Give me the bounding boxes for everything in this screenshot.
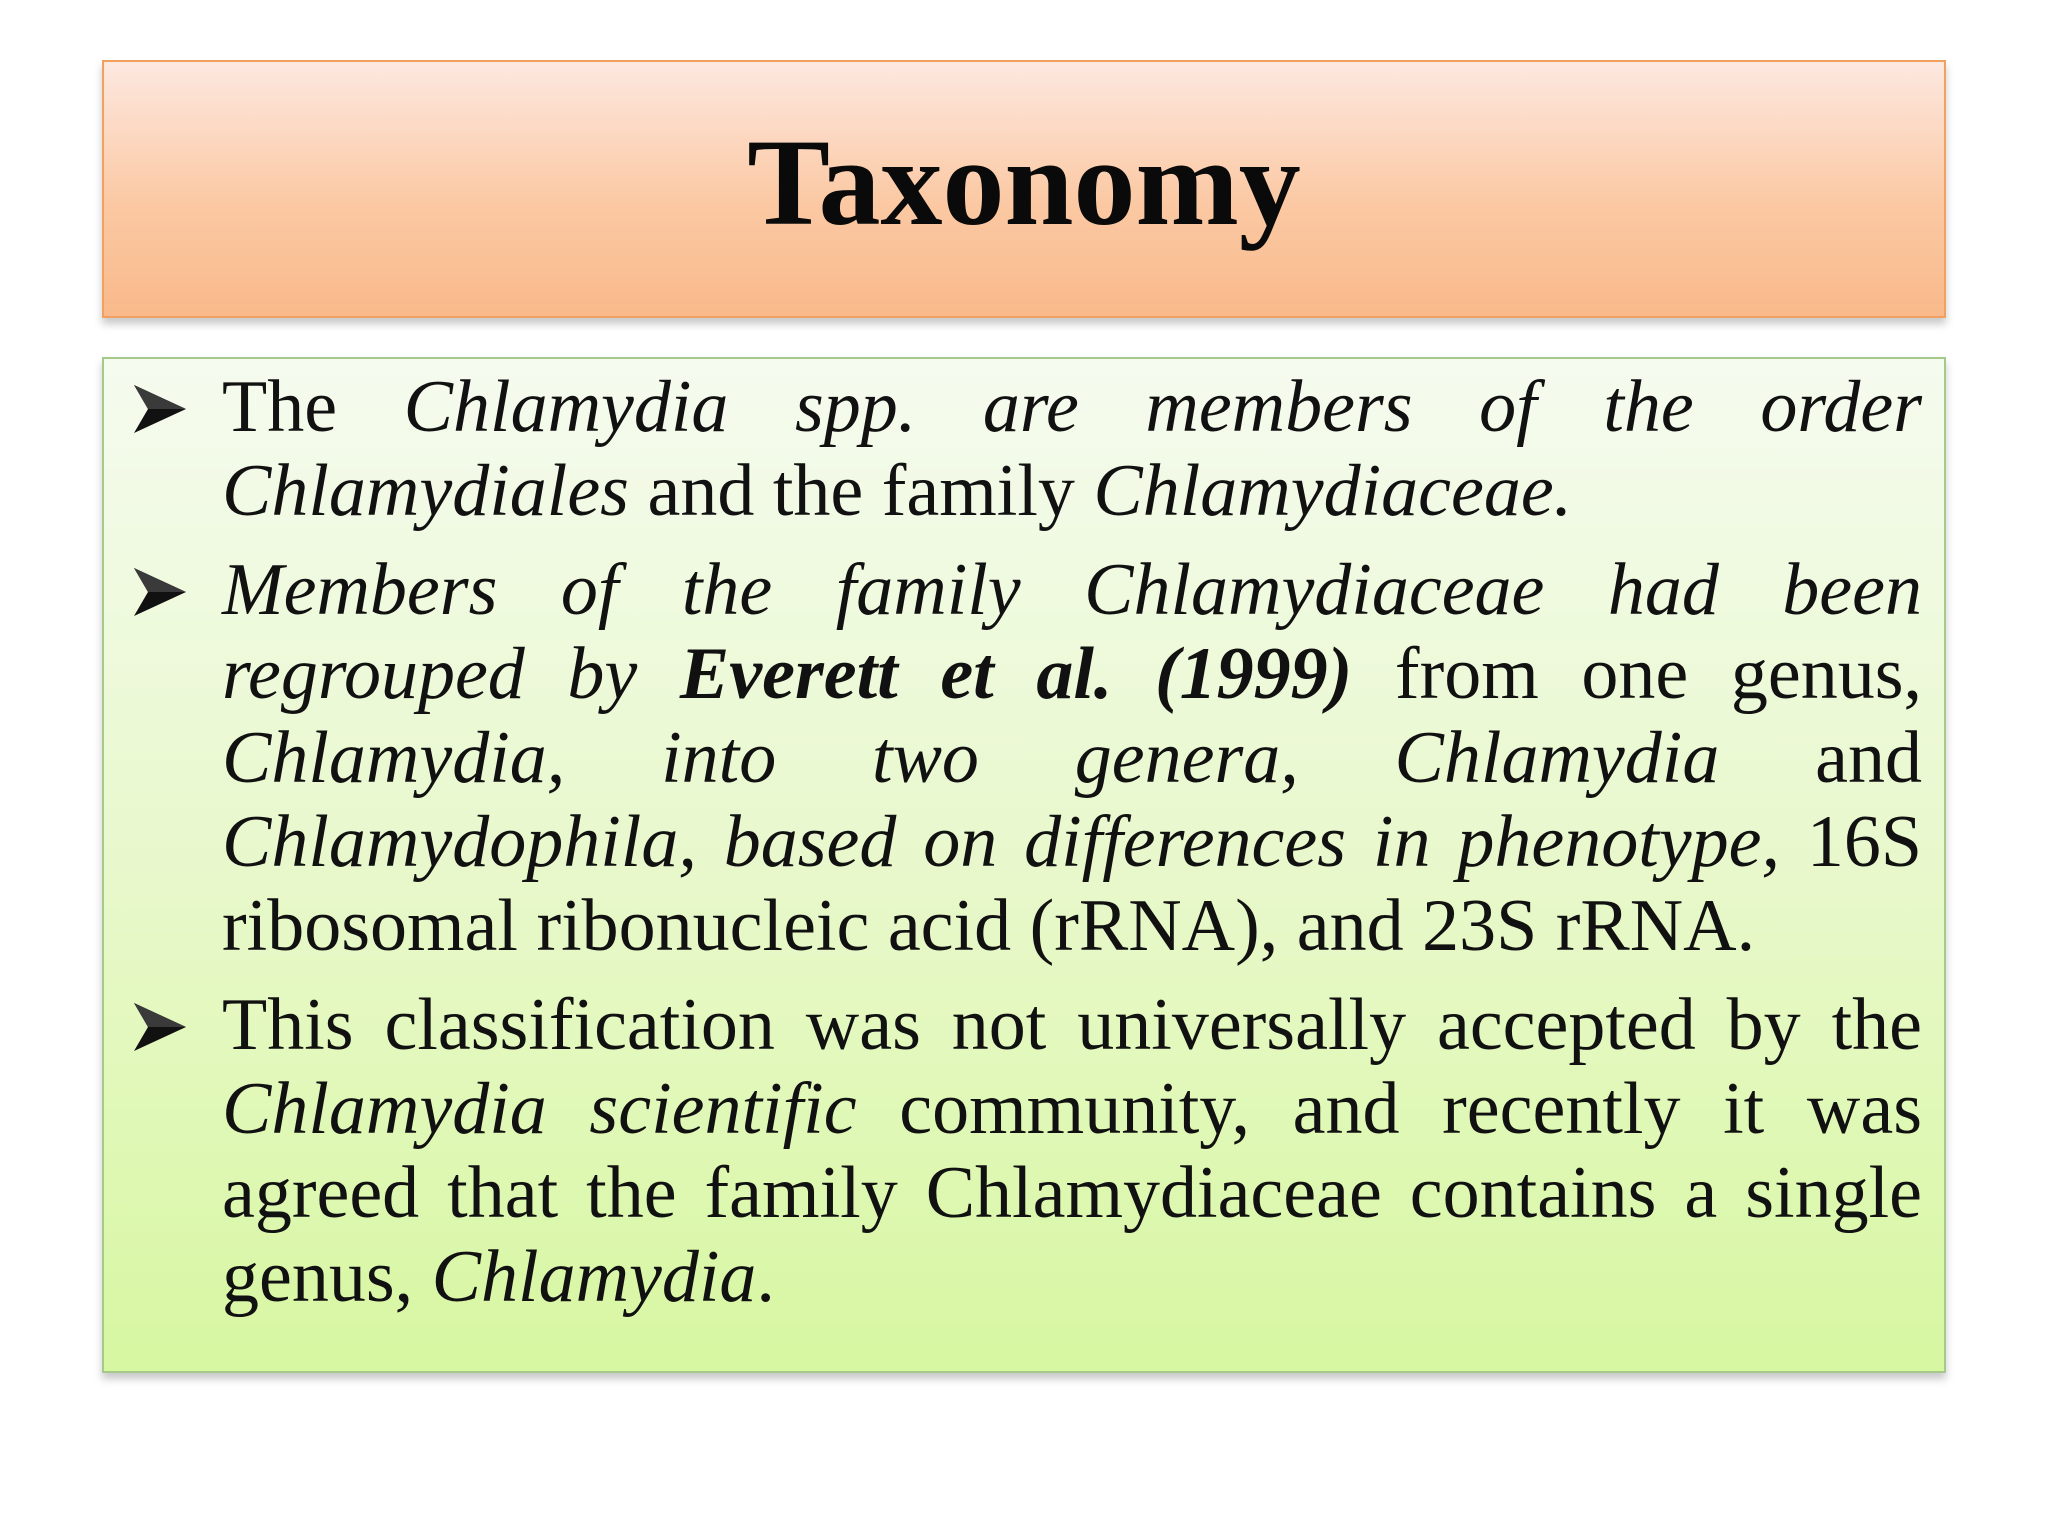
bullet-segment: Chlamydiaceae. (1093, 450, 1573, 532)
bullet-text (222, 548, 1922, 968)
bullet-segment: Members of the family Chlamydiaceae had been regrouped by (222, 549, 1922, 715)
slide-title: Taxonomy (747, 114, 1301, 251)
bullet-item (124, 365, 1922, 533)
citation: Everett et al. (1999) (679, 633, 1353, 715)
content-panel (102, 357, 1946, 1373)
bullet-segment: Chlamydia spp. are members of the order Chlamydiales (222, 366, 1923, 532)
bullet-item (124, 983, 1922, 1319)
arrowhead-bullet-icon (130, 997, 190, 1057)
bullet-segment: and (1719, 717, 1922, 799)
bullet-segment: This classification was not universally accepted by the (222, 984, 1922, 1066)
title-banner (102, 60, 1946, 318)
bullet-segment: Chlamydia, into two genera, Chlamydia (222, 717, 1720, 799)
arrowhead-bullet-icon (130, 562, 190, 622)
bullet-segment: from one genus, (1352, 633, 1923, 715)
arrowhead-bullet-icon (130, 379, 190, 439)
bullet-segment: The (222, 366, 404, 448)
bullet-segment: Chlamydia (431, 1236, 757, 1318)
bullet-segment: community, and recently it was agreed that the family Chlamydiaceae contains a single genus, (222, 1068, 1922, 1318)
bullet-segment: and the family (628, 450, 1094, 532)
bullet-segment: Chlamydia scientific (222, 1068, 857, 1150)
bullet-segment: . (756, 1236, 775, 1318)
bullet-segment: 16S ribosomal ribonucleic acid (rRNA), and 23S rRNA. (222, 801, 1922, 967)
bullet-text (222, 365, 1922, 533)
bullet-text (222, 983, 1922, 1319)
bullet-segment: Chlamydophila, based on differences in phenotype, (222, 801, 1780, 883)
bullet-item (124, 548, 1922, 968)
